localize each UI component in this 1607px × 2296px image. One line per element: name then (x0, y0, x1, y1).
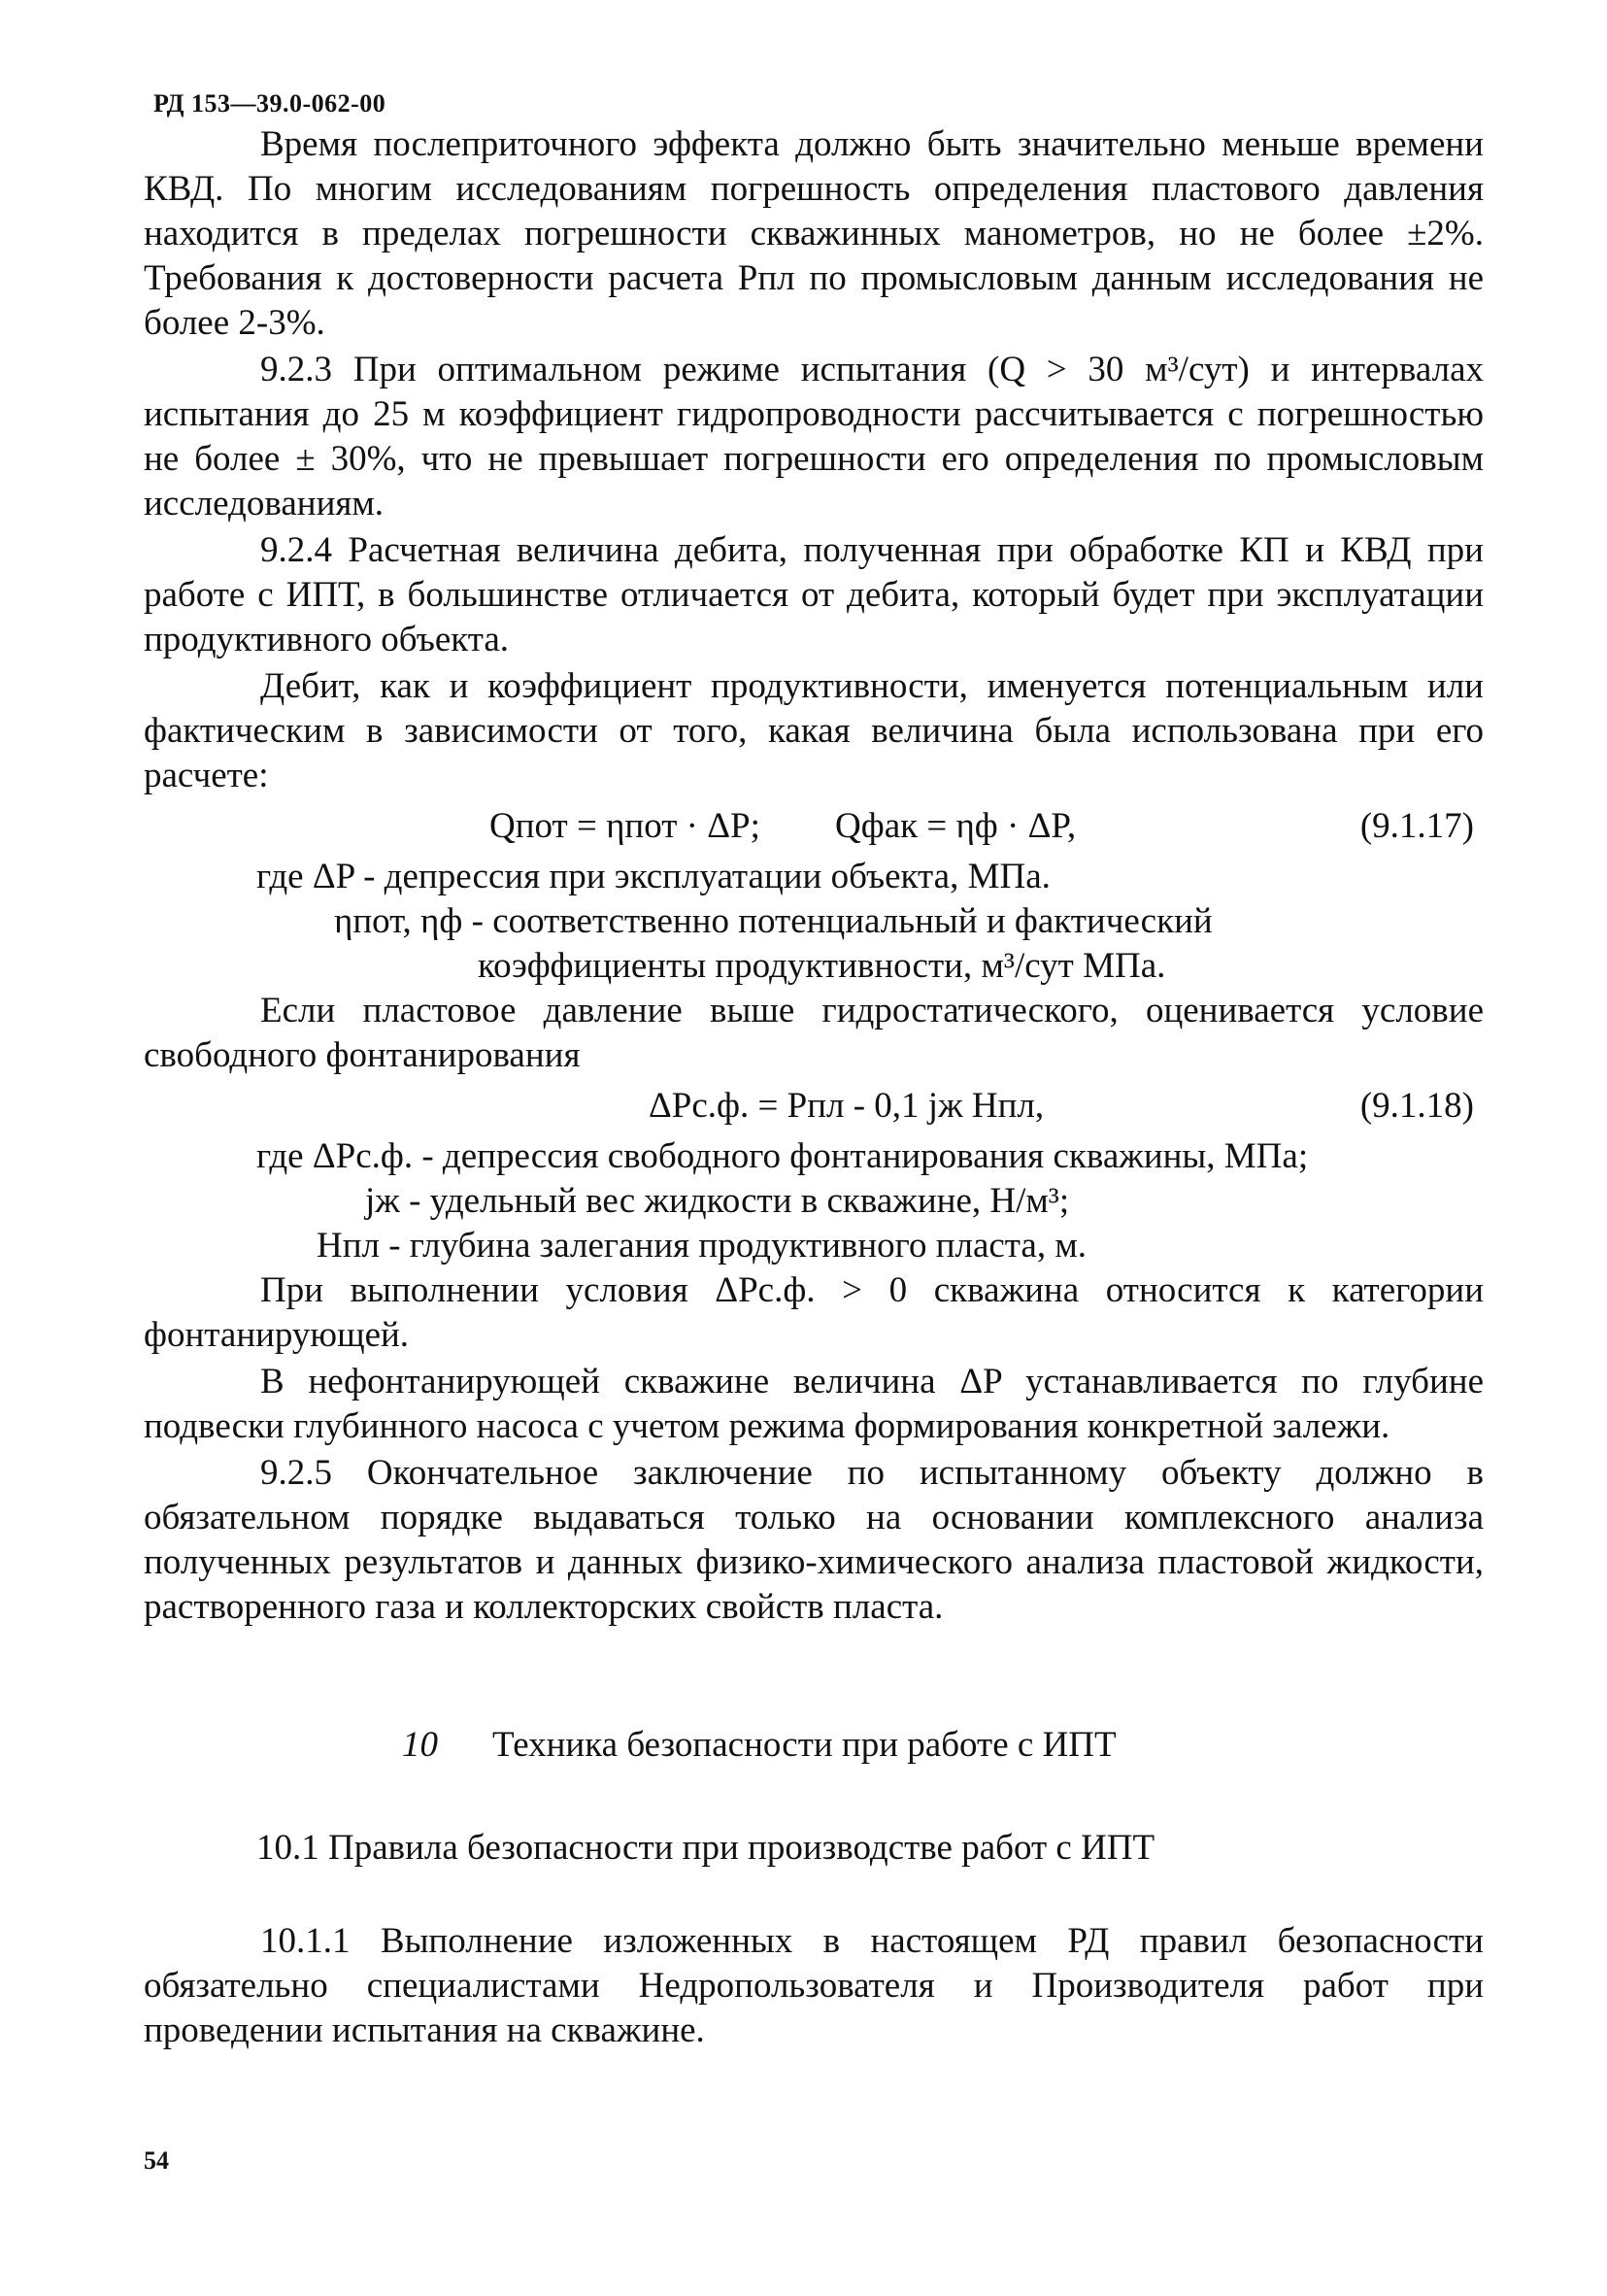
definition-specific-weight: jж - удельный вес жидкости в скважине, Н/м³; (365, 1181, 1070, 1221)
formula-potential: Qпот = ηпот · ΔP; (489, 806, 760, 846)
definition-productivity: ηпот, ηф - соответственно потенциальный и фактический (334, 901, 1213, 941)
section-title-text: Техника безопасности при работе с ИПТ (492, 1725, 1117, 1765)
definition-depth: Hпл - глубина залегания продуктивного пласта, м. (317, 1226, 1088, 1266)
formula-9-1-18 (144, 1080, 1484, 1134)
paragraph-free-flow-condition: Если пластовое давление выше гидростатического, оценивается условие свободного фонтанирования (144, 991, 1484, 1075)
paragraph-10-1-1: 10.1.1 Выполнение изложенных в настоящем РД правил безопасности обязательно специалистами Недропользователя и Производителя работ при проведении испытания на скважине. (144, 1921, 1484, 2050)
paragraph-flowing-well: При выполнении условия ΔPс.ф. > 0 скважина относится к категории фонтанирующей. (144, 1270, 1484, 1355)
section-heading (144, 1723, 1484, 1768)
paragraph-9-2-5: 9.2.5 Окончательное заключение по испытанному объекту должно в обязательном порядке выдаваться только на основании комплексного анализа полученных результатов и данных физико-химического анализа пластовой жидкости, растворенного газа и коллекторских свойств пласта. (144, 1453, 1484, 1627)
document-body (144, 122, 1484, 2055)
definition-depression: где ΔP - депрессия при эксплуатации объекта, МПа. (256, 857, 1051, 896)
subsection-heading: 10.1 Правила безопасности при производстве работ с ИПТ (256, 1828, 1155, 1868)
definition-free-flow-depression: где ΔPс.ф. - депрессия свободного фонтанирования скважины, МПа; (256, 1136, 1309, 1176)
formula-free-flow: ΔPс.ф. = Pпл - 0,1 jж Hпл, (649, 1086, 1045, 1126)
formula-9-1-17 (144, 800, 1484, 855)
page-number: 54 (144, 2146, 169, 2175)
formula-actual: Qфак = ηф · ΔP, (835, 806, 1077, 846)
paragraph-9-2-4: 9.2.4 Расчетная величина дебита, полученная при обработке КП и КВД при работе с ИПТ, в большинстве отличается от дебита, который будет при эксплуатации продуктивного объекта. (144, 530, 1484, 659)
formula-number: (9.1.17) (1359, 806, 1474, 846)
definition-productivity-units: коэффициенты продуктивности, м³/сут МПа. (478, 946, 1166, 986)
document-header: РД 153—39.0-062-00 (153, 89, 386, 118)
paragraph-nonflowing-well: В нефонтанирующей скважине величина ΔP устанавливается по глубине подвески глубинного насоса с учетом режима формирования конкретной залежи. (144, 1362, 1484, 1446)
paragraph-post-inflow-effect: Время послеприточного эффекта должно быть значительно меньше времени КВД. По многим исследованиям погрешность определения пластового давления находится в пределах погрешности скважинных манометров, но не более ±2%. Требования к достоверности расчета Pпл по промысловым данным исследования не более 2-3%. (144, 124, 1484, 343)
paragraph-9-2-3: 9.2.3 При оптимальном режиме испытания (Q > 30 м³/сут) и интервалах испытания до 25 м коэффициент гидропроводности рассчитывается с погрешностью не более ± 30%, что не превышает погрешности его определения по промысловым исследованиям. (144, 350, 1484, 523)
section-number: 10 (402, 1725, 438, 1765)
paragraph-debit: Дебит, как и коэффициент продуктивности, именуется потенциальным или фактическим в зависимости от того, какая величина была использована при его расчете: (144, 666, 1484, 795)
formula-number: (9.1.18) (1359, 1086, 1474, 1126)
